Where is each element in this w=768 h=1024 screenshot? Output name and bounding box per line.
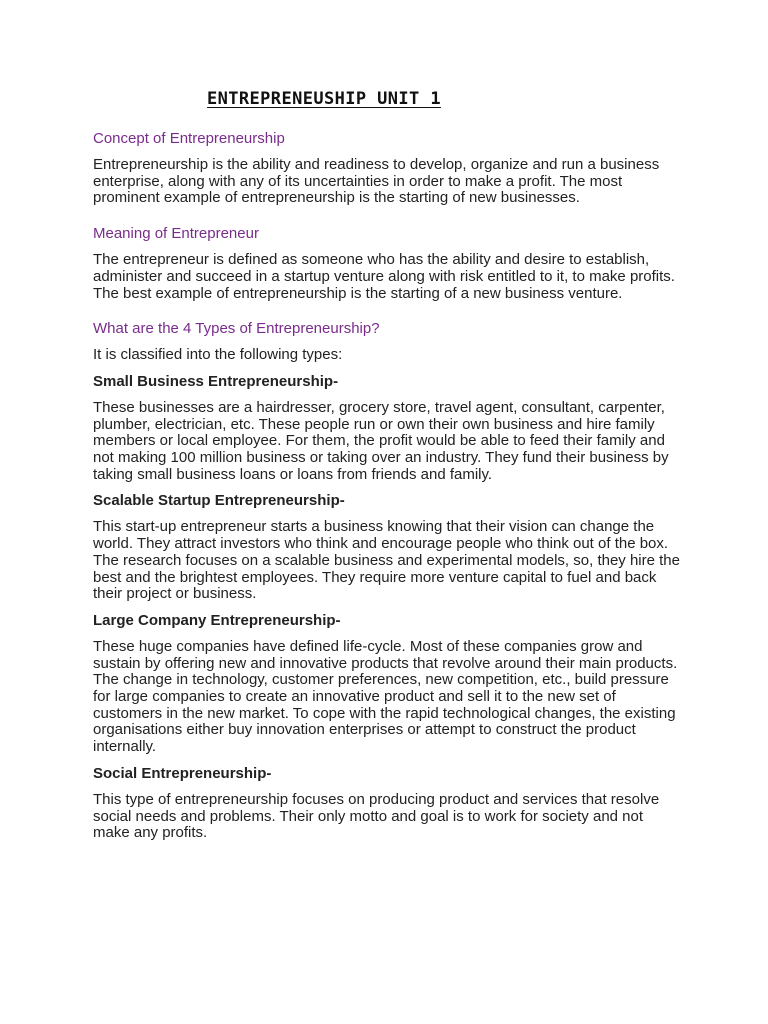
- document-title: ENTREPRENEUSHIP UNIT 1: [207, 89, 441, 109]
- meaning-paragraph: The entrepreneur is defined as someone who has the ability and desire to establish, administer and succeed in a startup venture along with risk entitled to it, to make profits. The best example of entrepreneurship is the starting of a new business venture.: [93, 251, 675, 302]
- document-content: [93, 130, 683, 851]
- small-business-heading: Small Business Entrepreneurship-: [93, 372, 339, 390]
- large-company-paragraph: These huge companies have defined life-cycle. Most of these companies grow and sustain by offering new and innovative products that revolve around their main products. The change in technology, customer preferences, new competition, etc., build pressure for large companies to create an innovative product and sell it to the new set of customers in the new market. To cope with the rapid technological changes, the existing organisations either buy innovation enterprises or attempt to construct the product internally.: [93, 637, 678, 756]
- social-heading: Social Entrepreneurship-: [93, 764, 272, 782]
- types-intro: It is classified into the following types:: [93, 346, 343, 364]
- scalable-startup-paragraph: This start-up entrepreneur starts a business knowing that their vision can change the world. They attract investors who think and encourage people who think out of the box. The research focuses on a scalable business and experimental models, so, they hire the best and the brightest employees. They require more venture capital to fuel and back their project or business.: [93, 518, 680, 603]
- scalable-startup-heading: Scalable Startup Entrepreneurship-: [93, 492, 345, 510]
- concept-paragraph: Entrepreneurship is the ability and readiness to develop, organize and run a business enterprise, along with any of its uncertainties in order to make a profit. The most prominent example of entrepreneurship is the starting of new businesses.: [93, 156, 660, 207]
- meaning-heading: Meaning of Entrepreneur: [93, 225, 259, 243]
- concept-heading: Concept of Entrepreneurship: [93, 130, 285, 147]
- small-business-paragraph: These businesses are a hairdresser, grocery store, travel agent, consultant, carpenter, plumber, electrician, etc. These people run or own their own business and hire family members or local employee. For them, the profit would be able to feed their family and not making 100 million business or taking over an industry. They fund their business by taking small business loans or loans from friends and family.: [93, 398, 669, 483]
- large-company-heading: Large Company Entrepreneurship-: [93, 611, 341, 629]
- types-heading: What are the 4 Types of Entrepreneurship?: [93, 320, 380, 338]
- social-paragraph: This type of entrepreneurship focuses on producing product and services that resolve social needs and problems. Their only motto and goal is to work for society and not make any profits.: [93, 790, 660, 842]
